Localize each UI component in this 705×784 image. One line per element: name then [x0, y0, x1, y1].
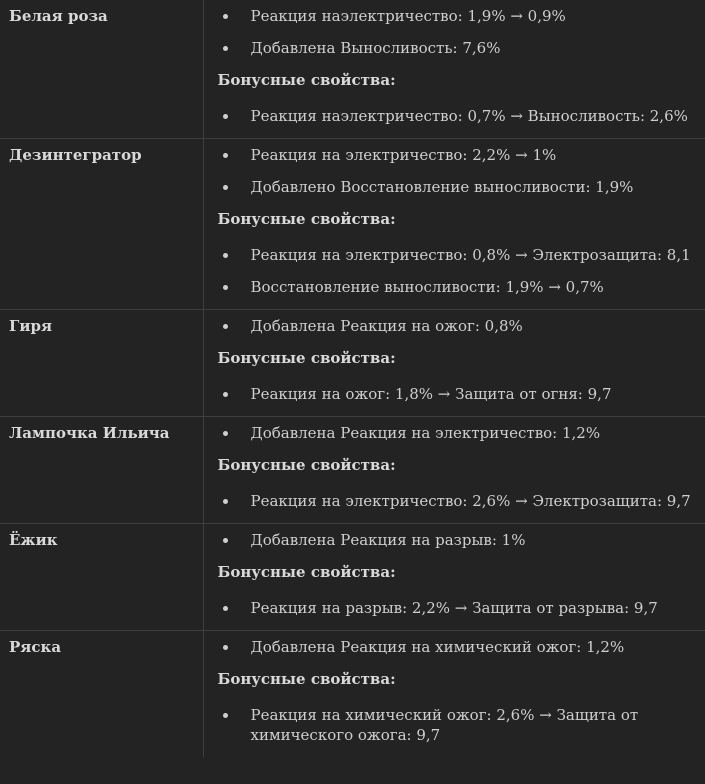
bonus-item-text: Реакция на химический ожог: 2,6% → Защита от химического ожога: 9,7 [250, 706, 639, 744]
bonus-item-text: Реакция наэлектричество: 0,7% → Выносливость: 2,6% [250, 107, 688, 125]
change-item [218, 530, 698, 550]
table-row [0, 524, 705, 631]
item-name-cell [0, 0, 203, 139]
bonus-list [218, 598, 698, 618]
bonus-heading: Бонусные свойства: [217, 456, 396, 474]
table-row [0, 139, 705, 310]
bullet-icon [223, 114, 228, 119]
item-name: Ряска [9, 638, 62, 656]
item-name-cell [0, 524, 203, 631]
item-changes-cell [203, 524, 705, 631]
change-item-text: Реакция на электричество: 2,2% → 1% [250, 146, 557, 164]
table-row [0, 417, 705, 524]
change-item-text: Добавлена Реакция на химический ожог: 1,2% [250, 638, 625, 656]
bonus-item [218, 598, 698, 618]
bullet-icon [223, 645, 228, 650]
change-item [218, 145, 698, 165]
table-row [0, 631, 705, 758]
bullet-icon [223, 538, 228, 543]
item-changes-cell [203, 310, 705, 417]
change-item [218, 316, 698, 336]
change-item-text: Реакция наэлектричество: 1,9% → 0,9% [250, 7, 566, 25]
change-item-text: Добавлена Реакция на ожог: 0,8% [250, 317, 523, 335]
item-changes-cell [203, 139, 705, 310]
change-item [218, 423, 698, 443]
bonus-item-text: Реакция на электричество: 2,6% → Электрозащита: 9,7 [250, 492, 691, 510]
item-name-cell [0, 417, 203, 524]
bonus-list [218, 491, 698, 511]
bonus-heading: Бонусные свойства: [217, 563, 396, 581]
bullet-icon [223, 185, 228, 190]
bonus-heading: Бонусные свойства: [217, 670, 396, 688]
bonus-list [218, 106, 698, 126]
table-row [0, 0, 705, 139]
bullet-icon [223, 14, 228, 19]
item-name: Гиря [9, 317, 53, 335]
bonus-item-text: Реакция на разрыв: 2,2% → Защита от разрыва: 9,7 [250, 599, 658, 617]
bullet-icon [223, 713, 228, 718]
bonus-list [218, 245, 698, 297]
table-row [0, 310, 705, 417]
change-item-text: Добавлена Реакция на разрыв: 1% [250, 531, 526, 549]
bonus-item [218, 106, 698, 126]
change-item [218, 637, 698, 657]
bullet-icon [223, 606, 228, 611]
changes-list [218, 145, 698, 197]
item-name-cell [0, 139, 203, 310]
bullet-icon [223, 285, 228, 290]
changes-list [218, 316, 698, 336]
bullet-icon [223, 392, 228, 397]
bonus-item [218, 277, 698, 297]
bonus-item-text: Реакция на электричество: 0,8% → Электрозащита: 8,1 [250, 246, 691, 264]
bonus-heading: Бонусные свойства: [217, 349, 396, 367]
bullet-icon [223, 153, 228, 158]
bullet-icon [223, 499, 228, 504]
changes-list [218, 6, 698, 58]
bonus-heading: Бонусные свойства: [217, 210, 396, 228]
item-changes-cell [203, 0, 705, 139]
changes-list [218, 637, 698, 657]
bonus-item [218, 491, 698, 511]
bonus-item [218, 245, 698, 265]
change-item-text: Добавлено Восстановление выносливости: 1,9% [250, 178, 634, 196]
bullet-icon [223, 324, 228, 329]
item-name: Белая роза [9, 7, 108, 25]
bonus-item-text: Реакция на ожог: 1,8% → Защита от огня: 9,7 [250, 385, 612, 403]
bullet-icon [223, 253, 228, 258]
bonus-item [218, 384, 698, 404]
changes-list [218, 423, 698, 443]
bonus-item [218, 705, 698, 745]
bonus-list [218, 384, 698, 404]
change-item [218, 6, 698, 26]
change-item-text: Добавлена Реакция на электричество: 1,2% [250, 424, 601, 442]
bullet-icon [223, 431, 228, 436]
item-name: Ёжик [9, 531, 58, 549]
item-name-cell [0, 310, 203, 417]
bullet-icon [223, 46, 228, 51]
change-item [218, 38, 698, 58]
item-changes-cell [203, 417, 705, 524]
bonus-heading: Бонусные свойства: [217, 71, 396, 89]
bonus-item-text: Восстановление выносливости: 1,9% → 0,7% [250, 278, 604, 296]
change-item-text: Добавлена Выносливость: 7,6% [250, 39, 501, 57]
change-item [218, 177, 698, 197]
changes-list [218, 530, 698, 550]
bonus-list [218, 705, 698, 745]
item-changes-cell [203, 631, 705, 758]
item-name: Лампочка Ильича [9, 424, 170, 442]
item-name-cell [0, 631, 203, 758]
item-name: Дезинтегратор [9, 146, 142, 164]
